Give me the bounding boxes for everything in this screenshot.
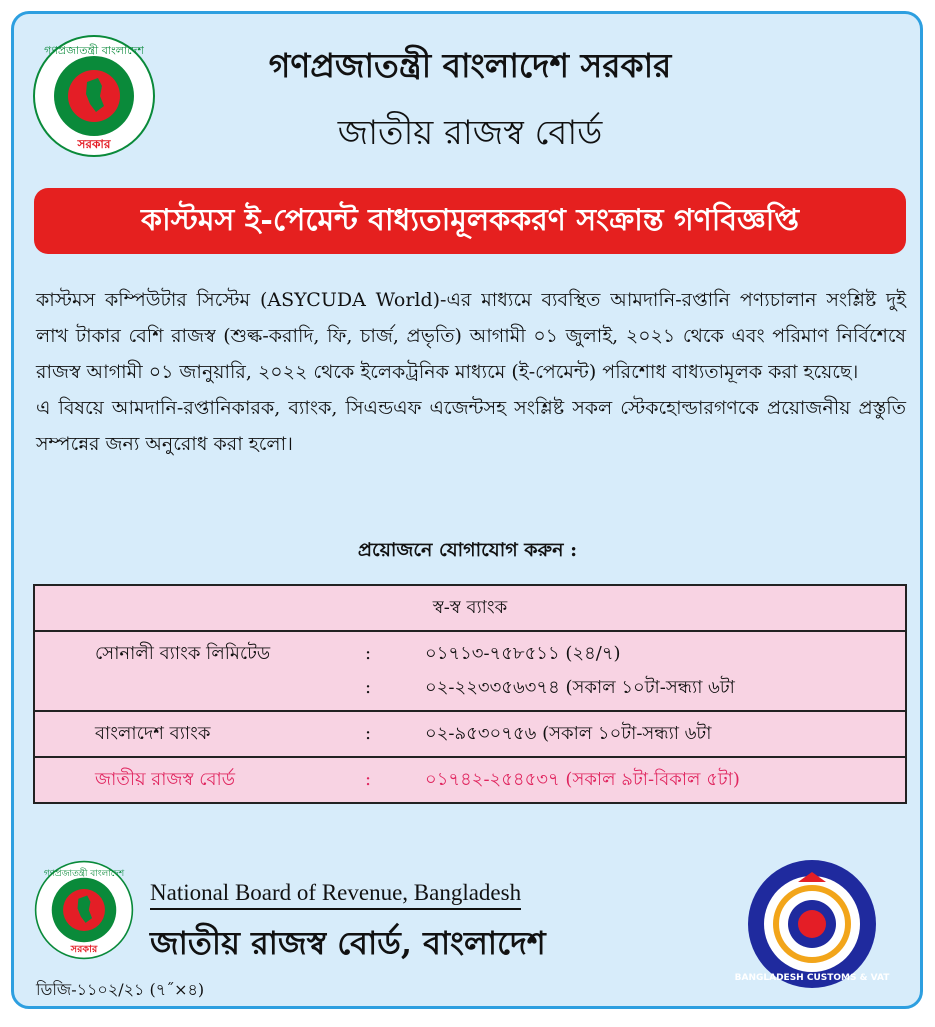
government-seal-bottom [34, 860, 134, 960]
contact-table-header: স্ব-স্ব ব্যাংক [35, 586, 905, 632]
colon-separator: : [365, 723, 372, 744]
reference-number: ডিজি-১১০২/২১ (৭˝×৪) [36, 980, 205, 999]
contact-table [33, 584, 907, 804]
seal-bottom-text: সরকার [70, 943, 98, 955]
phone-number: ০১৭৪২-২৫৪৫৩৭ (সকাল ৯টা-বিকাল ৫টা) [425, 769, 740, 790]
org-name: জাতীয় রাজস্ব বোর্ড [95, 769, 235, 790]
contact-group-nbr [35, 758, 905, 802]
nbr-title: জাতীয় রাজস্ব বোর্ড [337, 113, 603, 153]
bank-name: বাংলাদেশ ব্যাংক [95, 723, 211, 744]
customs-vat-logo [734, 858, 890, 990]
colon-separator: : [365, 769, 372, 790]
contact-group-sonali [35, 632, 905, 712]
seal-bottom-text: সরকার [77, 137, 111, 151]
contact-heading: প্রয়োজনে যোগাযোগ করুন : [357, 539, 578, 561]
colon-separator: : [365, 677, 372, 698]
footer-org-bengali: জাতীয় রাজস্ব বোর্ড, বাংলাদেশ [150, 924, 546, 962]
notice-banner [34, 188, 906, 254]
phone-number: ০২-৯৫৩০৭৫৬ (সকাল ১০টা-সন্ধ্যা ৬টা [425, 723, 712, 744]
contact-group-bangladesh-bank [35, 712, 905, 758]
body-paragraph-2: এ বিষয়ে আমদানি-রপ্তানিকারক, ব্যাংক, সিএন্ডএফ এজেন্টসহ সংশ্লিষ্ট সকল স্টেকহোল্ডারগণকে প্রয়োজনীয় প্রস্তুতি সম্পন্নের জন্য অনুরোধ করা হলো। [36, 397, 906, 455]
table-row [35, 717, 905, 751]
footer-org-english: National Board of Revenue, Bangladesh [150, 880, 521, 910]
government-title: গণপ্রজাতন্ত্রী বাংলাদেশ সরকার [268, 46, 672, 85]
government-seal-top [32, 34, 156, 158]
phone-number: ০১৭১৩-৭৫৮৫১১ (২৪/৭) [425, 643, 621, 664]
seal-arc-text: গণপ্রজাতন্ত্রী বাংলাদেশ [44, 44, 144, 57]
table-row [35, 671, 905, 705]
body-paragraph-1: কাস্টমস কম্পিউটার সিস্টেম (ASYCUDA World)-এর মাধ্যমে ব্যবস্থিত আমদানি-রপ্তানি পণ্যচালান সংশ্লিষ্ট দুই লাখ টাকার বেশি রাজস্ব (শুল্ক-করাদি, ফি, চার্জ, প্রভৃতি) আগামী ০১ জুলাই, ২০২১ থেকে এবং পরিমাণ নির্বিশেষে রাজস্ব আগামী ০১ জানুয়ারি, ২০২২ থেকে ইলেকট্রনিক মাধ্যমে (ই-পেমেন্ট) পরিশোধ বাধ্যতামূলক করা হয়েছে। [36, 289, 906, 383]
seal-arc-text: গণপ্রজাতন্ত্রী বাংলাদেশ [43, 869, 125, 880]
bank-name: সোনালী ব্যাংক লিমিটেড [95, 643, 271, 664]
phone-number: ০২-২২৩৩৫৬৩৭৪ (সকাল ১০টা-সন্ধ্যা ৬টা [425, 677, 735, 698]
notice-body [36, 282, 906, 462]
bank-name-empty [35, 671, 365, 705]
table-row [35, 763, 905, 797]
banner-title: কাস্টমস ই-পেমেন্ট বাধ্যতামূলককরণ সংক্রান্ত গণবিজ্ঞপ্তি [140, 203, 800, 238]
table-row [35, 637, 905, 671]
customs-logo-text: BANGLADESH CUSTOMS & VAT [734, 973, 890, 983]
colon-separator: : [365, 643, 372, 664]
